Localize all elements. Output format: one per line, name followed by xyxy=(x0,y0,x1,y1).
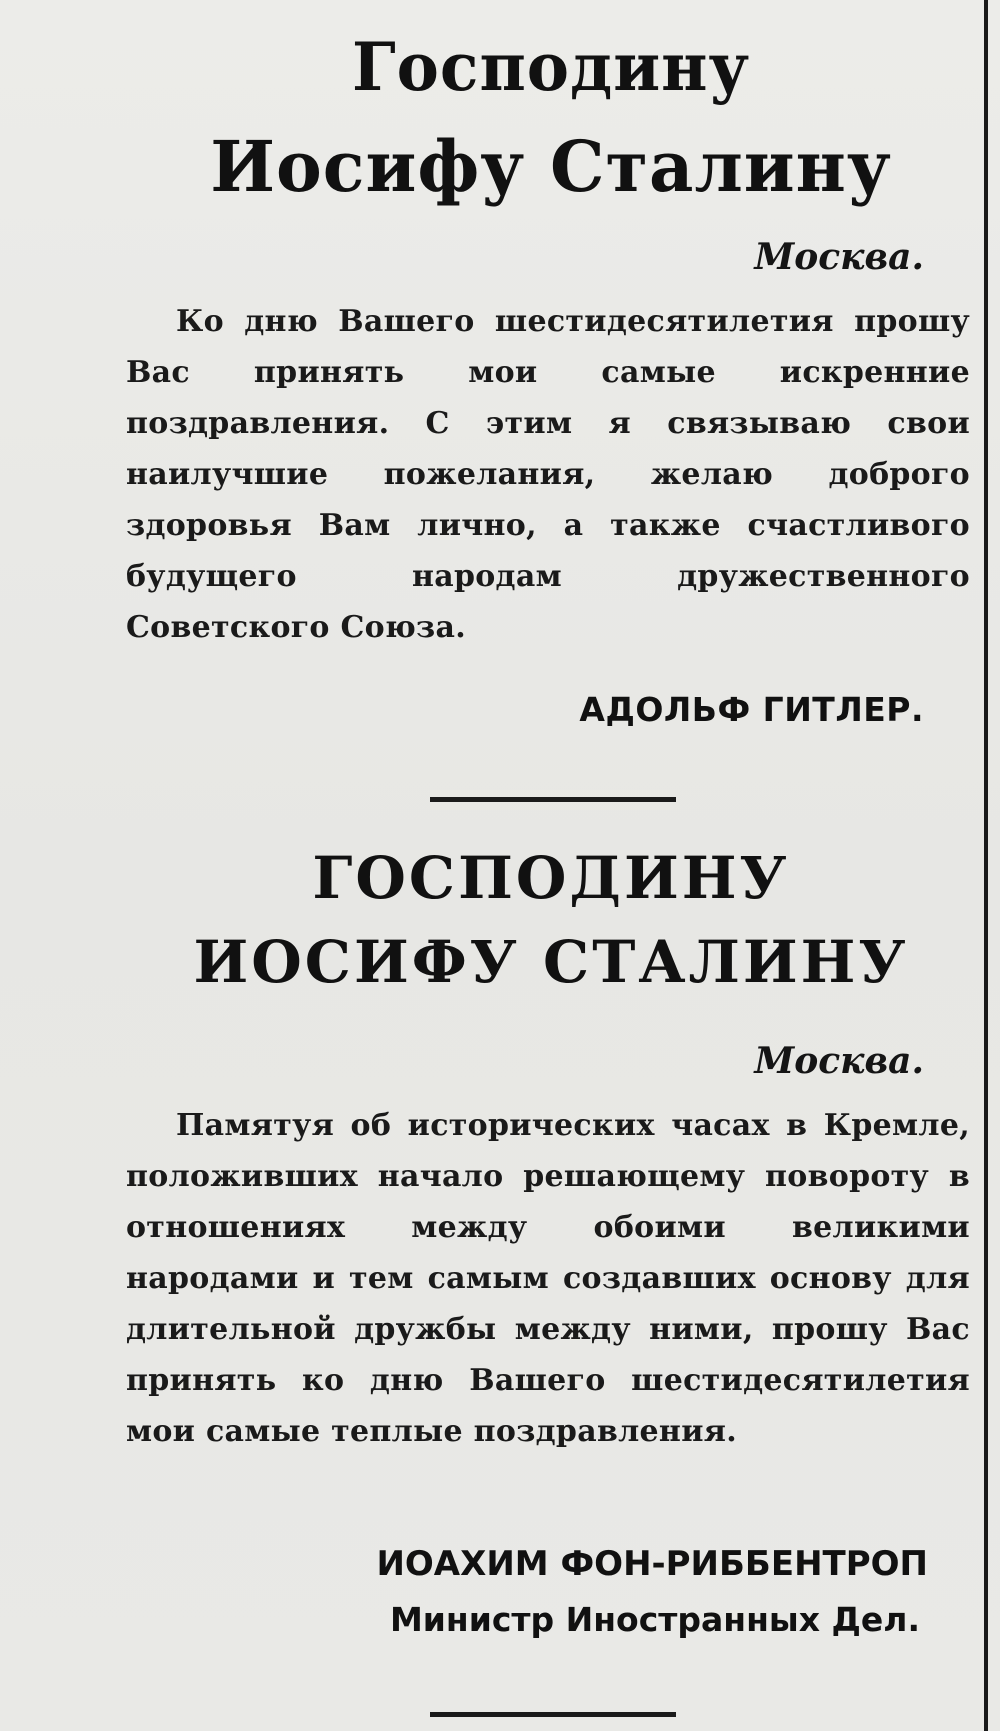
bottom-divider xyxy=(430,1712,676,1717)
letter2-city: Москва. xyxy=(754,1040,924,1082)
letter1-headline-line1: Господину xyxy=(351,28,751,106)
letter2-body: Памятуя об исторических часах в Кремле, положивших начало решающему повороту в отношениях между обоими великими народами и тем самым создавших основу для длительной дружбы между ними, прошу Вас принять ко дню Вашего шестидесятилетия мои самые теплые поздравления. xyxy=(126,1108,970,1449)
letter2-signature-title: Министр Иностранных Дел. xyxy=(389,1600,920,1639)
letter1-headline-line2: Иосифу Сталину xyxy=(210,125,892,208)
section-divider xyxy=(430,797,676,802)
letter2-headline-line1: ГОСПОДИНУ xyxy=(312,844,790,912)
letter1-signature: АДОЛЬФ ГИТЛЕР. xyxy=(579,690,924,729)
letter1-city: Москва. xyxy=(754,236,924,278)
column-rule xyxy=(984,0,988,1731)
letter-hitler xyxy=(126,0,976,760)
letter2-headline-line2: ИОСИФУ СТАЛИНУ xyxy=(193,928,909,996)
letter2-signature-name: ИОАХИМ ФОН-РИББЕНТРОП xyxy=(376,1544,928,1584)
letter1-body: Ко дню Вашего шестидесятилетия прошу Вас принять мои самые искренние поздравления. С этим я связываю свои наилучшие пожелания, желаю доброго здоровья Вам лично, а также счастливого будущего народам дружественного Советского Союза. xyxy=(126,304,970,645)
letter-ribbentrop xyxy=(126,840,976,1720)
